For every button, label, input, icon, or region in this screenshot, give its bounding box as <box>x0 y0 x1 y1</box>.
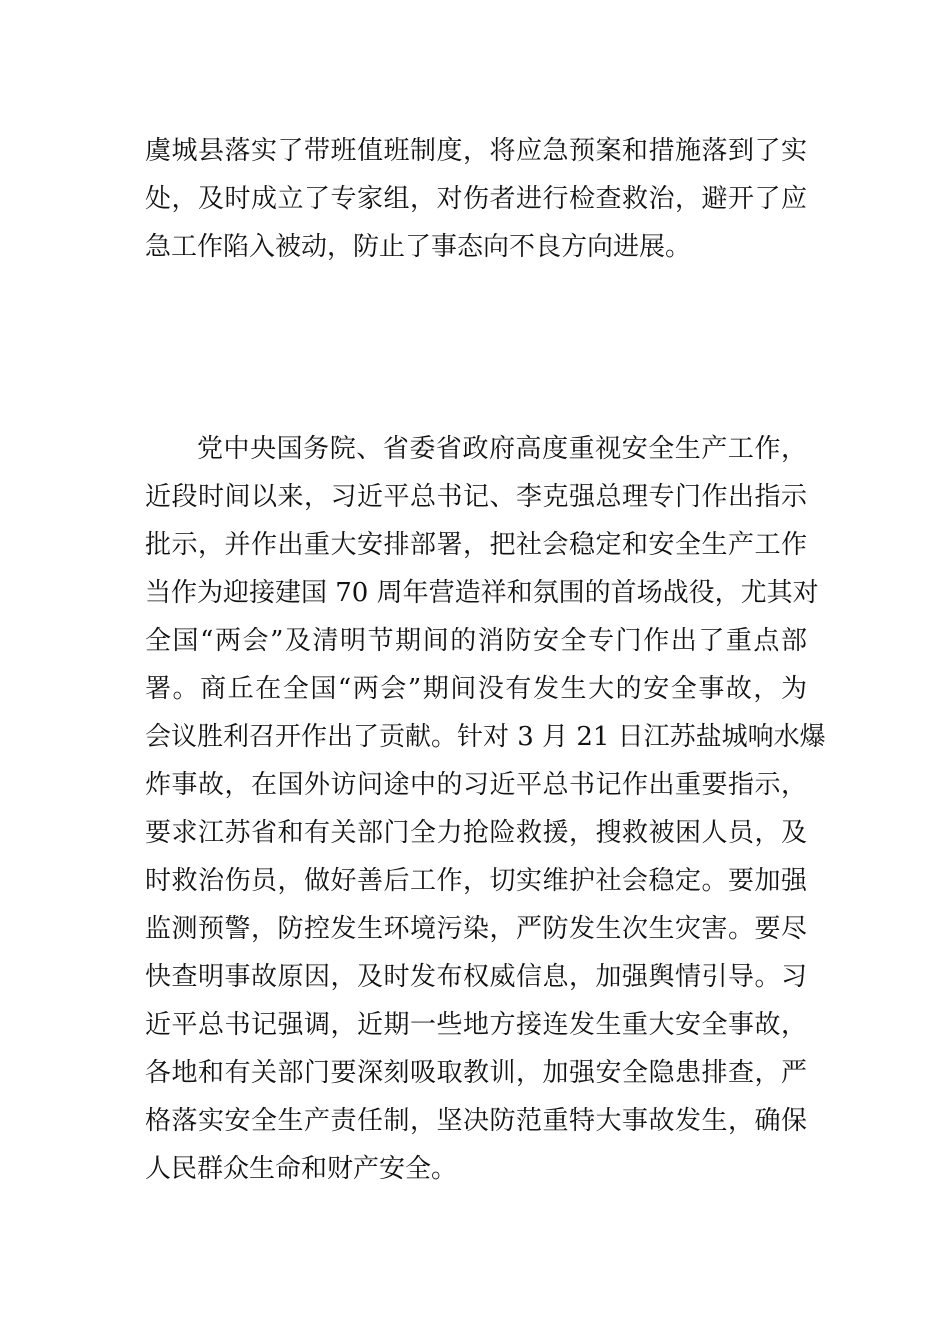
text-line: 近段时间以来，习近平总书记、李克强总理专门作出指示 <box>145 482 807 512</box>
text-line: 署。商丘在全国“两会”期间没有发生大的安全事故，为 <box>145 674 807 704</box>
text-line: 监测预警，防控发生环境污染，严防发生次生灾害。要尽 <box>145 914 807 944</box>
text-line: 要求江苏省和有关部门全力抢险救援，搜救被困人员，及 <box>145 818 807 848</box>
text-line: 批示，并作出重大安排部署，把社会稳定和安全生产工作 <box>145 530 807 560</box>
text-line: 当作为迎接建国 70 周年营造祥和氛围的首场战役，尤其对 <box>145 578 819 608</box>
text-line: 人民群众生命和财产安全。 <box>145 1154 458 1184</box>
text-line: 时救治伤员，做好善后工作，切实维护社会稳定。要加强 <box>145 866 807 896</box>
text-line: 党中央国务院、省委省政府高度重视安全生产工作， <box>197 434 807 464</box>
text-line: 格落实安全生产责任制，坚决防范重特大事故发生，确保 <box>145 1106 807 1136</box>
text-line: 炸事故，在国外访问途中的习近平总书记作出重要指示， <box>145 770 807 800</box>
text-line: 处，及时成立了专家组，对伤者进行检查救治，避开了应 <box>145 184 807 214</box>
text-line: 快查明事故原因，及时发布权威信息，加强舆情引导。习 <box>145 962 807 992</box>
paragraph-county-emergency-response <box>145 127 807 271</box>
text-line: 近平总书记强调，近期一些地方接连发生重大安全事故， <box>145 1010 807 1040</box>
text-line: 虞城县落实了带班值班制度，将应急预案和措施落到了实 <box>145 136 807 166</box>
text-line: 各地和有关部门要深刻吸取教训，加强安全隐患排查，严 <box>145 1058 807 1088</box>
paragraph-central-directives <box>145 425 826 1193</box>
text-line: 会议胜利召开作出了贡献。针对 3 月 21 日江苏盐城响水爆 <box>145 722 826 752</box>
text-line: 全国“两会”及清明节期间的消防安全专门作出了重点部 <box>145 626 807 656</box>
text-line: 急工作陷入被动，防止了事态向不良方向进展。 <box>145 232 692 262</box>
